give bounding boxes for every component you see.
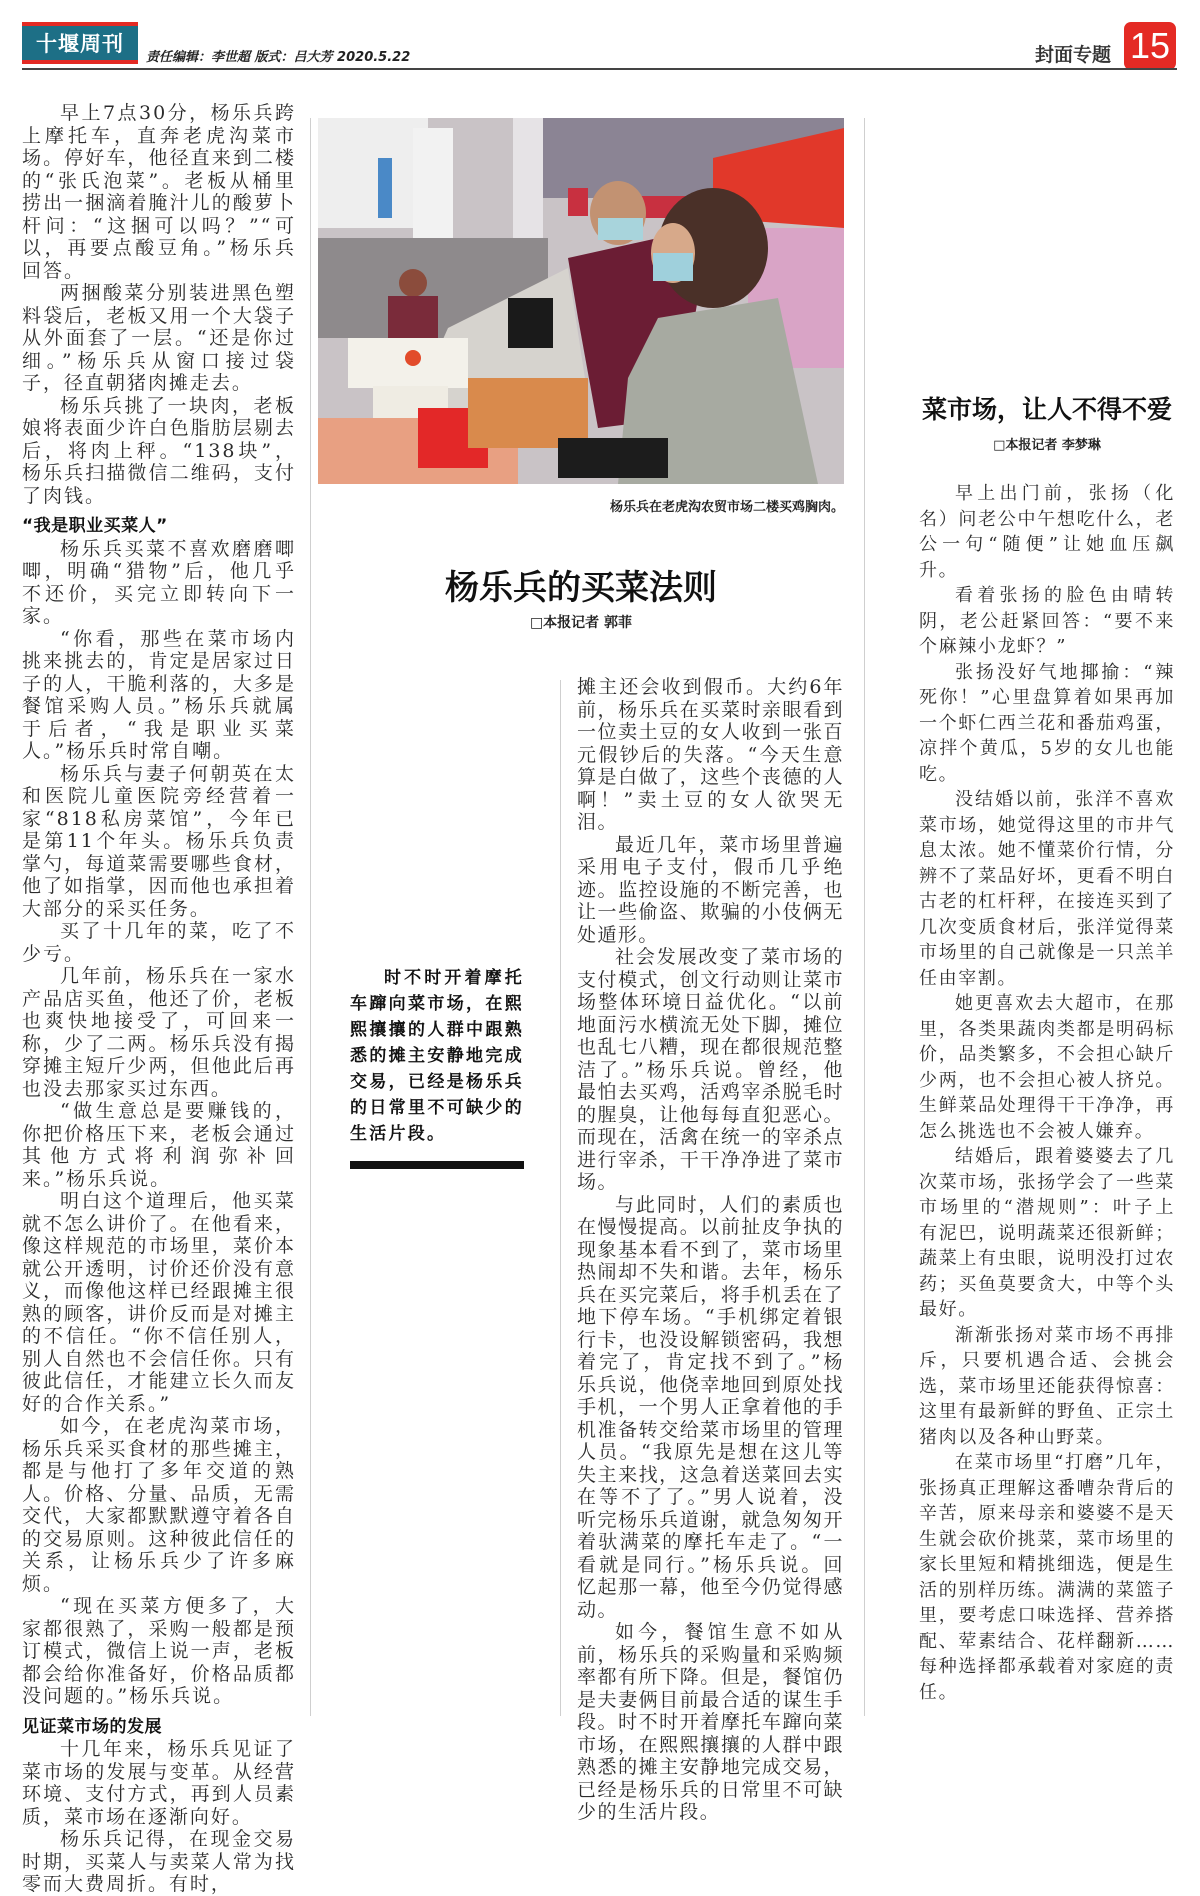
paragraph: 几年前，杨乐兵在一家水产品店买鱼，他还了价，老板也爽快地接受了，可回来一称，少了二两。杨乐兵没有揭穿摊主短斤少两，但他此后再也没去那家买过东西。	[22, 965, 296, 1100]
paragraph: 早上7点30分，杨乐兵跨上摩托车，直奔老虎沟菜市场。停好车，他径直来到二楼的“张氏泡菜”。老板从桶里捞出一捆滴着腌汁儿的酸萝卜杆问：“这捆可以吗？”“可以，再要点酸豆角。”杨乐兵回答。	[22, 102, 296, 282]
pull-quote	[350, 965, 524, 1169]
article2-column	[919, 481, 1175, 1705]
paragraph: 最近几年，菜市场里普遍采用电子支付，假币几乎绝迹。监控设施的不断完善，也让一些偷盗、欺骗的小伎俩无处遁形。	[577, 833, 844, 946]
paragraph: 早上出门前，张扬（化名）问老公中午想吃什么，老公一句“随便”让她血压飙升。	[919, 483, 1175, 581]
paragraph: 张扬没好气地揶揄：“辣死你！”心里盘算着如果再加一个虾仁西兰花和番茄鸡蛋，凉拌个黄瓜，5岁的女儿也能吃。	[919, 661, 1175, 785]
article2-headline: 菜市场，让人不得不爱	[921, 395, 1172, 424]
column-divider	[560, 680, 561, 1716]
editor-credits: 责任编辑：李世超 版式：吕大芳 2020.5.22	[146, 50, 411, 65]
market-photo	[318, 118, 844, 484]
column-divider	[864, 118, 865, 1716]
market-photo-image	[318, 118, 844, 484]
article1-headline: 杨乐兵的买菜法则	[445, 568, 717, 608]
paragraph: 渐渐张扬对菜市场不再排斥，只要机遇合适、会挑会选，菜市场里还能获得惊喜：这里有最新鲜的野鱼、正宗土猪肉以及各种山野菜。	[919, 1324, 1175, 1448]
paragraph: 杨乐兵记得，在现金交易时期，买菜人与卖菜人常为找零而大费周折。有时，	[22, 1828, 296, 1895]
subheading: “我是职业买菜人”	[22, 516, 168, 536]
section-title: 封面专题	[1035, 44, 1112, 66]
page-number-badge: 15	[1124, 22, 1176, 70]
paragraph: 明白这个道理后，他买菜就不怎么讲价了。在他看来，像这样规范的市场里，菜价本就公开透明，讨价还价没有意义，而像他这样已经跟摊主很熟的顾客，讲价反而是对摊主的不信任。“你不信任别人，别人自然也不会信任你。只有彼此信任，才能建立长久而友好的合作关系。”	[22, 1190, 296, 1415]
paragraph: “做生意总是要赚钱的，你把价格压下来，老板会通过其他方式将利润弥补回来。”杨乐兵说。	[22, 1100, 296, 1190]
paragraph: 如今，餐馆生意不如从前，杨乐兵的采购量和采购频率都有所下降。但是，餐馆仍是夫妻俩目前最合适的谋生手段。时不时开着摩托车蹿向菜市场，在熙熙攘攘的人群中跟熟悉的摊主安静地完成交易，已经是杨乐兵的日常里不可缺少的生活片段。	[577, 1621, 844, 1823]
paragraph: 社会发展改变了菜市场的支付模式，创文行动则让菜市场整体环境日益优化。“以前地面污水横流无处下脚，摊位也乱七八糟，现在都很规范整洁了。”杨乐兵说。曾经，他最怕去买鸡，活鸡宰杀脱毛时的腥臭，让他每每直犯恶心。而现在，活禽在统一的宰杀点进行宰杀，干干净净进了菜市场。	[577, 946, 844, 1193]
paragraph: 买了十几年的菜，吃了不少亏。	[22, 920, 296, 965]
paragraph: 结婚后，跟着婆婆去了几次菜市场，张扬学会了一些菜市场里的“潜规则”：叶子上有泥巴，说明蔬菜还很新鲜；蔬菜上有虫眼，说明没打过农药；买鱼莫要贪大，中等个头最好。	[919, 1146, 1175, 1320]
paragraph: 没结婚以前，张洋不喜欢菜市场，她觉得这里的市井气息太浓。她不懂菜价行情，分辨不了菜品好坏，更看不明白古老的杠杆秤，在接连买到了几次变质食材后，张洋觉得菜市场里的自己就像是一只羔羊任由宰割。	[919, 789, 1175, 989]
photo-caption: 杨乐兵在老虎沟农贸市场二楼买鸡胸肉。	[609, 500, 844, 515]
paragraph: 在菜市场里“打磨”几年，张扬真正理解这番嘈杂背后的辛苦，原来母亲和婆婆不是天生就会砍价挑菜，菜市场里的家长里短和精挑细选，便是生活的别样历练。满满的菜篮子里，要考虑口味选择、营养搭配、荤素结合、花样翻新……每种选择都承载着对家庭的责任。	[919, 1452, 1175, 1703]
paragraph: 她更喜欢去大超市，在那里，各类果蔬肉类都是明码标价，品类繁多，不会担心缺斤少两，也不会担心被人挤兑。生鲜菜品处理得干干净净，再怎么挑选也不会被人嫌弃。	[919, 993, 1175, 1142]
paragraph: “你看，那些在菜市场内挑来挑去的，肯定是居家过日子的人，干脆利落的，大多是餐馆采购人员。”杨乐兵就属于后者，“我是职业买菜人。”杨乐兵时常自嘲。	[22, 627, 296, 762]
subheading: 见证菜市场的发展	[22, 1716, 162, 1737]
paragraph: 看着张扬的脸色由晴转阴，老公赶紧回答：“要不来个麻辣小龙虾？”	[919, 585, 1175, 657]
paragraph: 与此同时，人们的素质也在慢慢提高。以前扯皮争执的现象基本看不到了，菜市场里热闹却不失和谐。去年，杨乐兵在买完菜后，将手机丢在了地下停车场。“手机绑定着银行卡，也没设解锁密码，我想着完了，肯定找不到了。”杨乐兵说，他侥幸地回到原处找手机，一个男人正拿着他的手机准备转交给菜市场里的管理人员。“我原先是想在这儿等失主来找，这急着送菜回去实在等不了了。”男人说着，没听完杨乐兵道谢，就急匆匆开着驮满菜的摩托车走了。“一看就是同行。”杨乐兵说。回忆起那一幕，他至今仍觉得感动。	[577, 1193, 844, 1621]
article1-left-column	[22, 102, 296, 1896]
paragraph: 两捆酸菜分别装进黑色塑料袋后，老板又用一个大袋子从外面套了一层。“还是你过细。”杨乐兵从窗口接过袋子，径直朝猪肉摊走去。	[22, 282, 296, 394]
masthead-logo: 十堰周刊	[22, 22, 138, 64]
header-rule	[22, 68, 1177, 70]
paragraph: 杨乐兵与妻子何朝英在太和医院儿童医院旁经营着一家“818私房菜馆”，今年已是第11个年头。杨乐兵负责掌勺，每道菜需要哪些食材，他了如指掌，因而他也承担着大部分的采买任务。	[22, 762, 296, 920]
paragraph: 十几年来，杨乐兵见证了菜市场的发展与变革。从经营环境、支付方式，再到人员素质，菜市场在逐渐向好。	[22, 1738, 296, 1828]
column-divider	[310, 118, 311, 1716]
pull-quote-bar	[350, 1161, 524, 1169]
paragraph: 如今，在老虎沟菜市场，杨乐兵采买食材的那些摊主，都是与他打了多年交道的熟人。价格、分量、品质，无需交代，大家都默默遵守着各自的交易原则。这种彼此信任的关系，让杨乐兵少了许多麻烦。	[22, 1415, 296, 1595]
paragraph: 杨乐兵挑了一块肉，老板娘将表面少许白色脂肪层剔去后，将肉上秤。“138块”，杨乐兵扫描微信二维码，支付了肉钱。	[22, 394, 296, 507]
paragraph: “现在买菜方便多了，大家都很熟了，采购一般都是预订模式，微信上说一声，老板都会给你准备好，价格品质都没问题的。”杨乐兵说。	[22, 1595, 296, 1707]
paragraph: 摊主还会收到假币。大约6年前，杨乐兵在买菜时亲眼看到一位卖土豆的女人收到一张百元假钞后的失落。“今天生意算是白做了，这些个丧德的人啊！”卖土豆的女人欲哭无泪。	[577, 676, 844, 833]
article1-middle-column	[577, 676, 844, 1824]
article1-byline: □本报记者 郭菲	[529, 615, 633, 631]
paragraph: 杨乐兵买菜不喜欢磨磨唧唧，明确“猎物”后，他几乎不还价，买完立即转向下一家。	[22, 537, 296, 627]
article2-byline: □本报记者 李梦琳	[993, 438, 1101, 453]
pull-quote-text: 时不时开着摩托车蹿向菜市场，在熙熙攘攘的人群中跟熟悉的摊主安静地完成交易，已经是杨乐兵的日常里不可缺少的生活片段。	[350, 968, 524, 1144]
